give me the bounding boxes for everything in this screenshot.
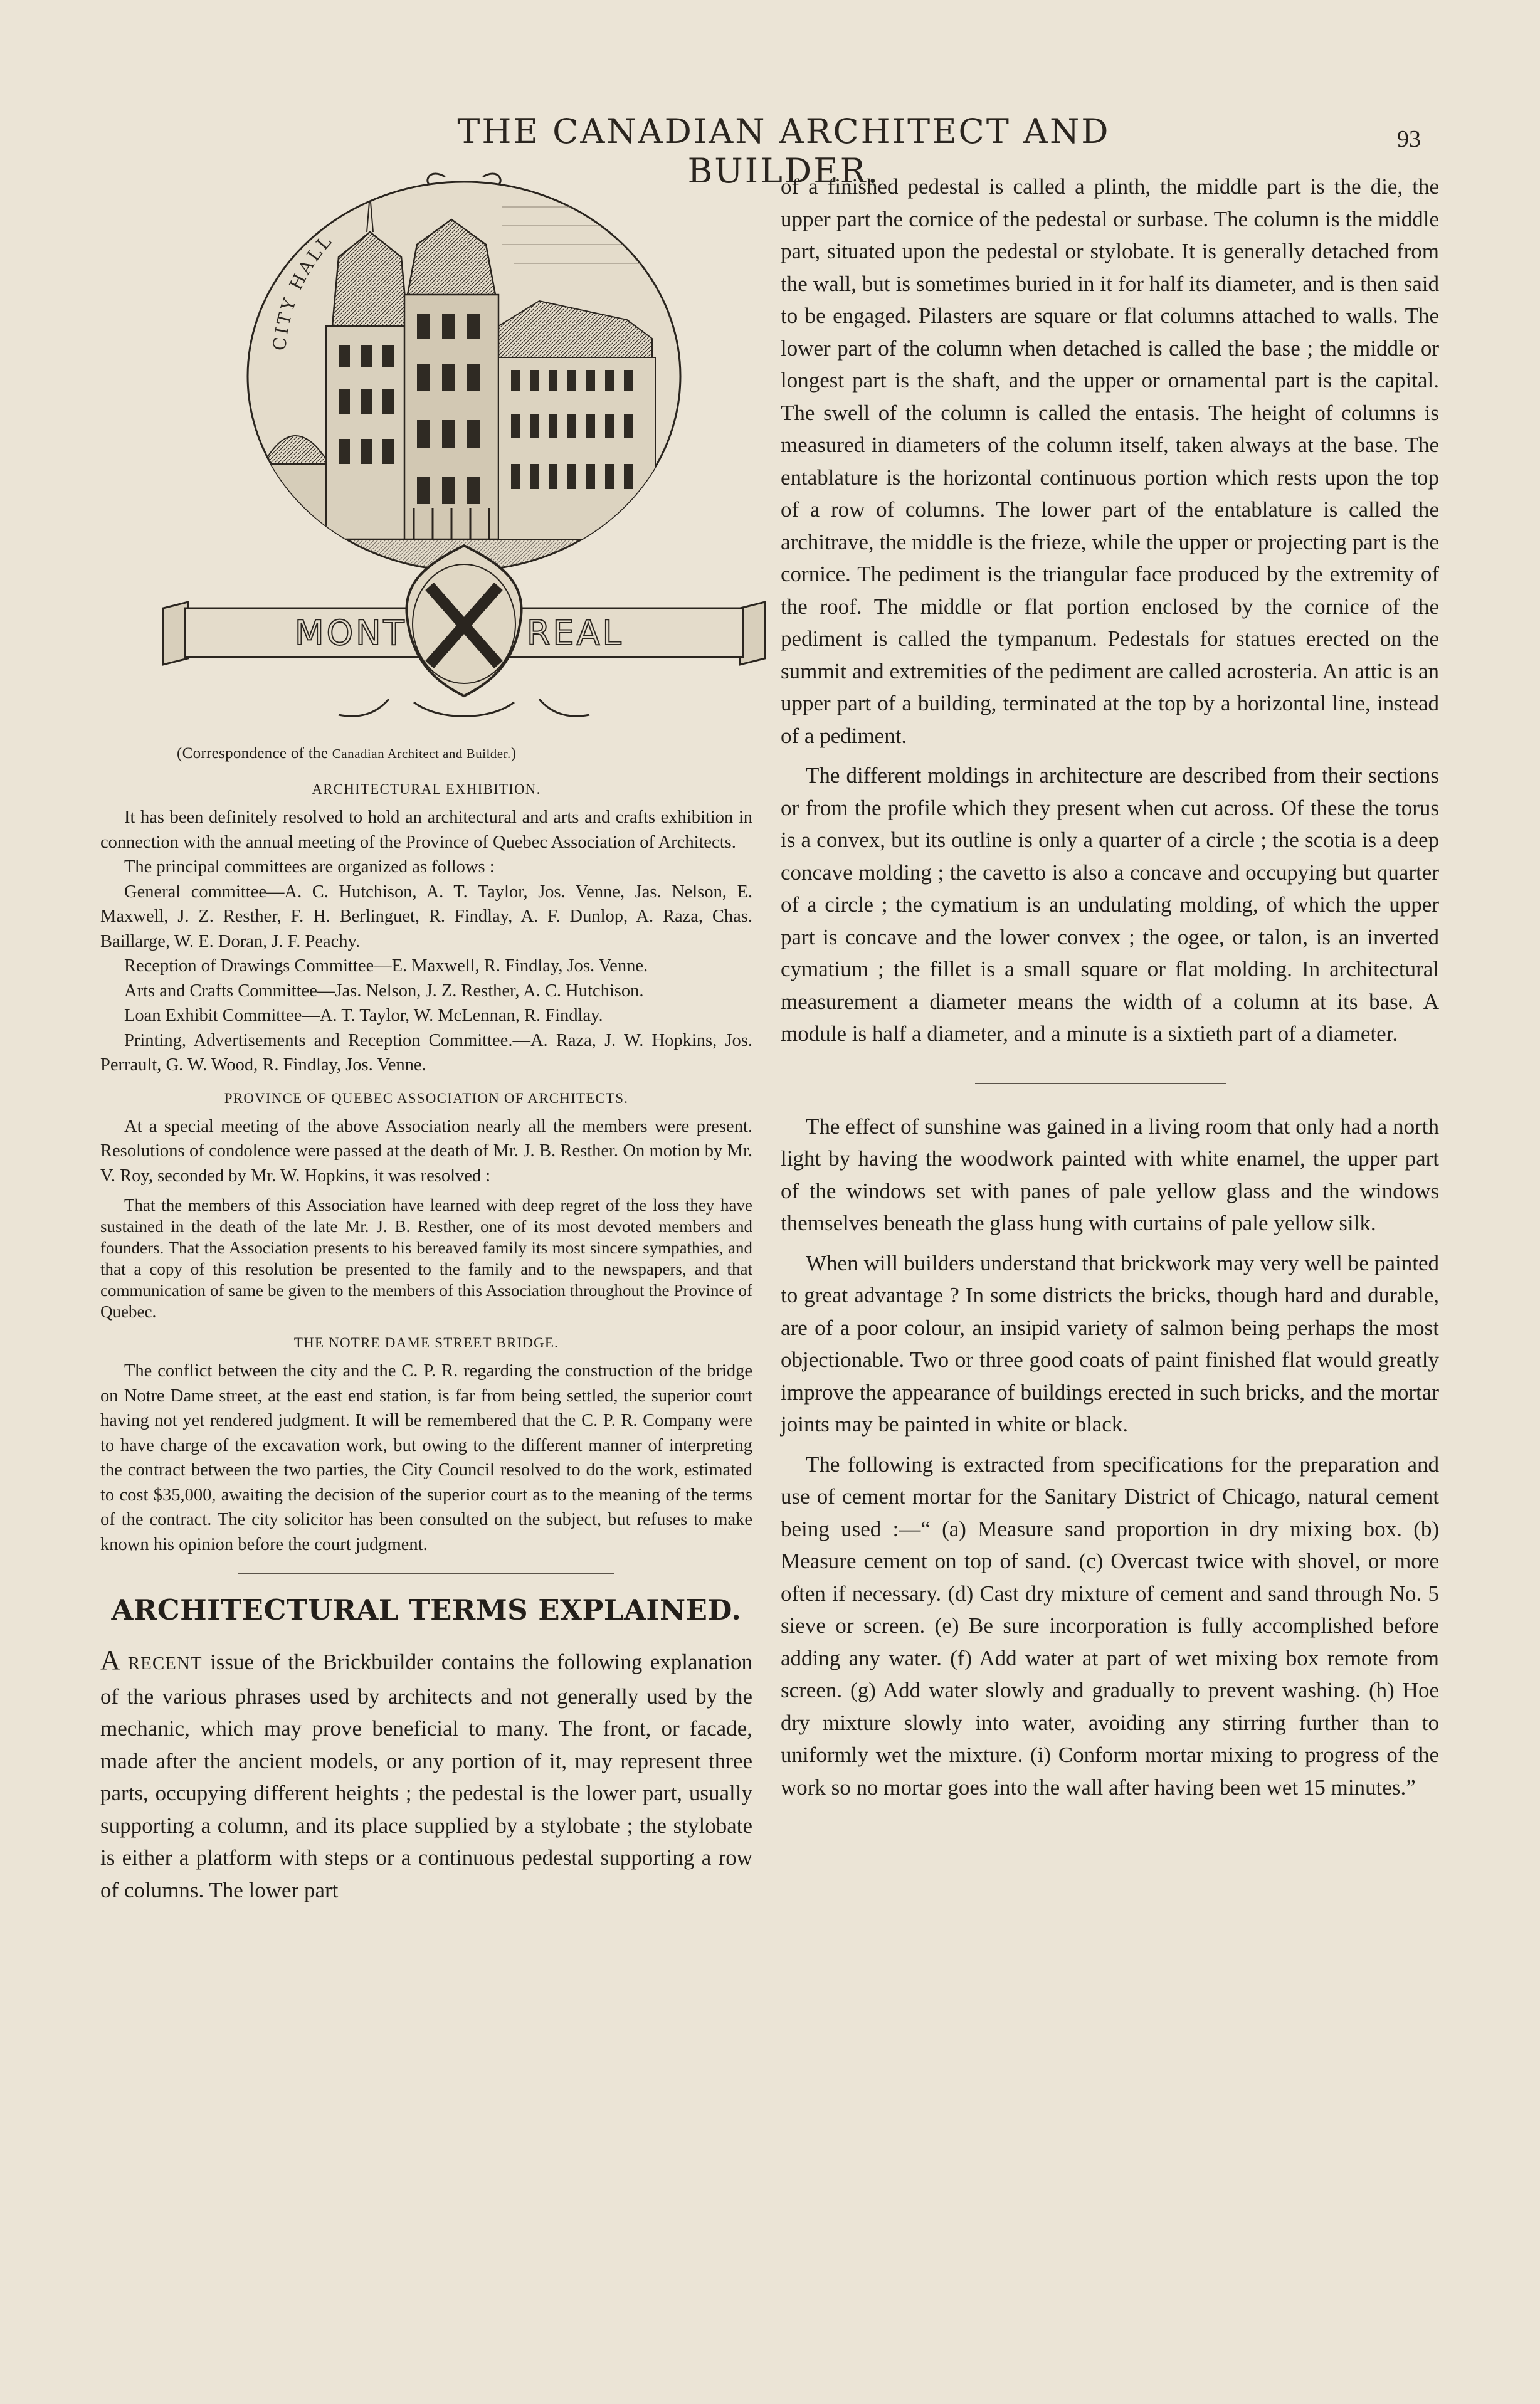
section-divider bbox=[238, 1573, 614, 1574]
left-column bbox=[100, 169, 752, 1906]
banner-text-right: REAL bbox=[527, 613, 624, 653]
bridge-heading: THE NOTRE DAME STREET BRIDGE. bbox=[293, 1335, 559, 1351]
bridge-paragraph: The conflict between the city and the C. P. R. regarding the construction of the bridge on Notre Dame street, at the east end station, is far from being settled, the superior court having not yet rendered judgment. It will be remembered that the C. P. R. Company were to have charge of the excavation work, but owing to the different manner of interpreting the contract between the two parties, the City Council resolved to do the work, estimated to cost $35,000, awaiting the decision of the superior court as to the meaning of the terms of the contract. The city solicitor has been consulted on the subject, but refuses to make known his opinion before the court judgment. bbox=[100, 1361, 752, 1554]
banner-text-left: MONT bbox=[295, 613, 407, 653]
exhibition-paragraph-4: Reception of Drawings Committee—E. Maxwell, R. Findlay, Jos. Venne. bbox=[124, 956, 648, 976]
arc-label: CITY HALL bbox=[268, 229, 337, 352]
publication-name: Canadian Architect and Builder. bbox=[332, 746, 511, 761]
association-resolution: That the members of this Association have learned with deep regret of the loss they have sustained in the death of the late Mr. J. B. Resther, one of its most devoted members and founders. That the Association presents to his bereaved family its most sincere sympathies, and that a copy of this resolution be presented to the family and to the newspapers, and that communication of same be given to the members of this Association throughout the Province of Quebec. bbox=[100, 1196, 752, 1321]
cement-mortar-paragraph: The following is extracted from specifications for the preparation and use of cement mortar for the Sanitary District of Chicago, natural cement being used :—“ (a) Measure sand proportion in dry mixing box. (b) Measure cement on top of sand. (c) Overcast twice with shovel, or more often if necessary. (d) Cast dry mixture of cement and sand through No. 5 sieve or screen. (e) Be sure incorporation is fully accomplished before adding any water. (f) Add water at part of wet mixing box remote from screen. (g) Add water slowly and gradually to prevent washing. (h) Hoe dry mixture slowly into water, avoiding any stirring further than to uniformly wet the mixture. (i) Conform mortar mixing to progress of the work so no mortar goes into the wall after having been wet 15 minutes.” bbox=[781, 1452, 1439, 1800]
terms-heading: ARCHITECTURAL TERMS EXPLAINED. bbox=[111, 1593, 742, 1626]
right-column bbox=[781, 171, 1439, 1803]
drop-cap: A bbox=[100, 1645, 120, 1675]
exhibition-paragraph-3: General committee—A. C. Hutchison, A. T. Taylor, Jos. Venne, Jas. Nelson, E. Maxwell, J. Z. Resther, F. H. Berlinguet, R. Findlay, A. F. Dunlop, A. Raza, Chas. Baillarge, W. E. Doran, J. F. Peachy. bbox=[100, 882, 752, 951]
sunshine-paragraph: The effect of sunshine was gained in a living room that only had a north light by having the woodwork painted with white enamel, the upper part of the windows set with panes of pale yellow glass and the windows themselves beneath the glass hung with curtains of pale yellow silk. bbox=[781, 1114, 1439, 1235]
exhibition-paragraph-5: Arts and Crafts Committee—Jas. Nelson, J. Z. Resther, A. C. Hutchison. bbox=[124, 981, 644, 1001]
city-hall-engraving bbox=[150, 169, 778, 734]
exhibition-paragraph-6: Loan Exhibit Committee—A. T. Taylor, W. McLennan, R. Findlay. bbox=[124, 1006, 603, 1025]
running-head: THE CANADIAN ARCHITECT AND BUILDER. bbox=[457, 112, 1110, 191]
exhibition-paragraph-2: The principal committees are organized as follows : bbox=[124, 857, 495, 877]
terms-continued-paragraph-1: of a finished pedestal is called a plinth, the middle part is the die, the upper part the cornice of the pedestal or surbase. The column is the middle part, situated upon the pedestal or stylobate. It is generally detached from the wall, but is sometimes buried in it for half its diameter, and is then said to be engaged. Pilasters are square or flat columns attached to walls. The lower part of the column when detached is called the base ; the middle or longest part is the shaft, and the upper or ornamental part is the capital. The swell of the column is called the entasis. The height of columns is measured in diameters of the column itself, taken always at the base. The entablature is the horizontal continuous portion which rests upon the top of a row of columns. The lower part of the entablature is called the architrave, the middle is the frieze, while the upper or projecting part is the cornice. The pediment is the triangular face produced by the extremity of the roof. The middle or flat portion enclosed by the cornice of the pediment is called the tympanum. Pedestals for statues erected on the summit and extremities of the pediment are called acrosteria. An attic is an upper part of a building, terminated at the top by a horizontal line, instead of a pediment. bbox=[781, 174, 1439, 748]
exhibition-paragraph-1: It has been definitely resolved to hold an architectural and arts and crafts exhibition in connection with the annual meeting of the Province of Quebec Association of Architects. bbox=[100, 808, 752, 852]
exhibition-paragraph-7: Printing, Advertisements and Reception Committee.—A. Raza, J. W. Hopkins, Jos. Perrault, G. W. Wood, R. Findlay, Jos. Venne. bbox=[100, 1030, 752, 1075]
illustration-caption: (Correspondence of the Canadian Architect and Builder.) bbox=[177, 745, 517, 762]
page-number: 93 bbox=[1397, 126, 1421, 152]
exhibition-heading: ARCHITECTURAL EXHIBITION. bbox=[312, 781, 541, 797]
terms-section bbox=[100, 1644, 752, 1906]
exhibition-section bbox=[100, 781, 752, 1078]
association-paragraph: At a special meeting of the above Association nearly all the members were present. Resolutions of condolence were passed at the death of Mr. J. B. Resther. On motion by Mr. V. Roy, seconded by Mr. W. Hopkins, it was resolved : bbox=[100, 1116, 752, 1186]
terms-lead-paragraph: A RECENT issue of the Brickbuilder contains the following explanation of the various phrases used by architects and not generally used by the mechanic, which may prove beneficial to many. The front, or facade, made after the ancient models, or any portion of it, may represent three parts, occupying different heights ; the pedestal is the lower part, usually supporting a column, and its place supplied by a stylobate ; the stylobate is either a platform with steps or a continuous pedestal supporting a row of columns. The lower part bbox=[100, 1645, 752, 1902]
association-section bbox=[100, 1090, 752, 1323]
terms-continued-paragraph-2: The different moldings in architecture are described from their sections or from the profile which they present when cut across. Of these the torus is a convex, but its outline is only a quarter of a circle ; the scotia is a deep concave molding ; the cavetto is also a concave and occupying but quarter of a circle ; the cymatium is an undulating molding, of which the upper part is concave and the lower convex ; the ogee, or talon, is an inverted cymatium ; the fillet is a small square or flat molding. In architectural measurement a diameter means the width of a column at its base. A module is half a diameter, and a minute is a sixtieth part of a diameter. bbox=[781, 763, 1439, 1046]
brickwork-paragraph: When will builders understand that brickwork may very well be painted to great advantage ? In some districts the bricks, though hard and durable, are of a poor colour, an insipid variety of salmon being perhaps the most objectionable. Two or three good coats of paint finished flat would greatly improve the appearance of buildings erected in such bricks, and the mortar joints may be painted in white or black. bbox=[781, 1250, 1439, 1437]
bridge-section bbox=[100, 1335, 752, 1557]
city-hall-illustration bbox=[150, 169, 778, 734]
association-heading: PROVINCE OF QUEBEC ASSOCIATION OF ARCHITECTS. bbox=[224, 1090, 629, 1106]
column-divider bbox=[975, 1083, 1226, 1084]
